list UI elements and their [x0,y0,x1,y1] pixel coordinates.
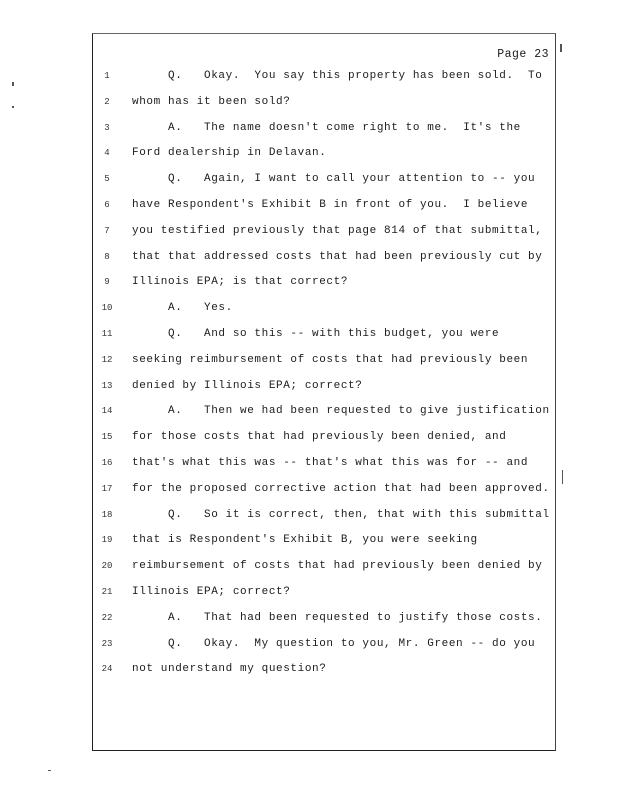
transcript-line-text: A. Then we had been requested to give justification [132,405,550,418]
scan-speck [48,770,51,771]
line-number: 24 [101,664,113,675]
transcript-line-text: Ford dealership in Delavan. [132,147,327,160]
line-number: 4 [104,148,110,159]
transcript-line-text: A. Yes. [132,302,233,315]
line-number: 10 [101,303,113,314]
transcript-line-text: seeking reimbursement of costs that had previously been [132,353,529,366]
line-number: 12 [101,354,113,365]
transcript-line-text: Illinois EPA; is that correct? [132,276,349,289]
transcript-line-text: Q. Okay. You say this property has been sold. To [132,70,543,82]
line-number: 21 [101,587,113,597]
line-number: 19 [101,535,113,546]
line-number: 6 [104,200,110,210]
scan-speck [12,82,14,86]
line-number: 3 [104,122,110,133]
scan-speck [562,470,563,484]
transcript-line-text: Q. Okay. My question to you, Mr. Green -- do you [132,637,536,650]
transcript-line-text: A. The name doesn't come right to me. It's the [132,121,521,134]
scan-speck [560,44,562,52]
transcript-line-text: you testified previously that page 814 of that submittal, [132,224,543,237]
transcript-line-text: Illinois EPA; correct? [132,586,291,598]
line-number: 5 [104,174,110,185]
transcript-line-text: Q. And so this -- with this budget, you were [132,328,500,340]
transcript-line-text: that's what this was -- that's what this was for -- and [132,457,529,469]
line-number: 9 [104,277,110,288]
line-number: 14 [101,406,113,417]
transcript-line-text: that is Respondent's Exhibit B, you were seeking [132,534,478,547]
line-number: 20 [101,561,113,572]
line-number: 7 [104,225,110,236]
scan-speck [12,106,14,108]
transcript-line-text: for the proposed corrective action that had been approved. [132,482,550,495]
transcript-line-text: reimbursement of costs that had previously been denied by [132,560,543,573]
transcript-line-text: that that addressed costs that had been previously cut by [132,250,543,263]
transcript-line-text: denied by Illinois EPA; correct? [132,379,363,392]
page-number: Page 23 [497,48,549,61]
transcript-line-text: not understand my question? [132,663,327,676]
line-number: 18 [101,509,113,520]
transcript-line-text: whom has it been sold? [132,95,291,108]
line-number: 8 [104,251,110,262]
line-number: 15 [101,432,113,443]
line-number: 16 [101,458,113,468]
line-number: 22 [101,612,113,623]
line-number: 17 [101,483,113,494]
transcript-line-text: Q. Again, I want to call your attention to -- you [132,173,536,186]
transcript-line-text: Q. So it is correct, then, that with this submittal [132,508,550,521]
transcript-line-text: A. That had been requested to justify those costs. [132,611,543,624]
transcript-line-text: have Respondent's Exhibit B in front of you. I believe [132,199,529,211]
line-number: 11 [101,329,113,339]
line-number: 1 [104,71,110,81]
transcript-line-text: for those costs that had previously been denied, and [132,431,507,444]
line-number: 23 [101,638,113,649]
line-number: 2 [104,96,110,107]
line-number: 13 [101,380,113,391]
